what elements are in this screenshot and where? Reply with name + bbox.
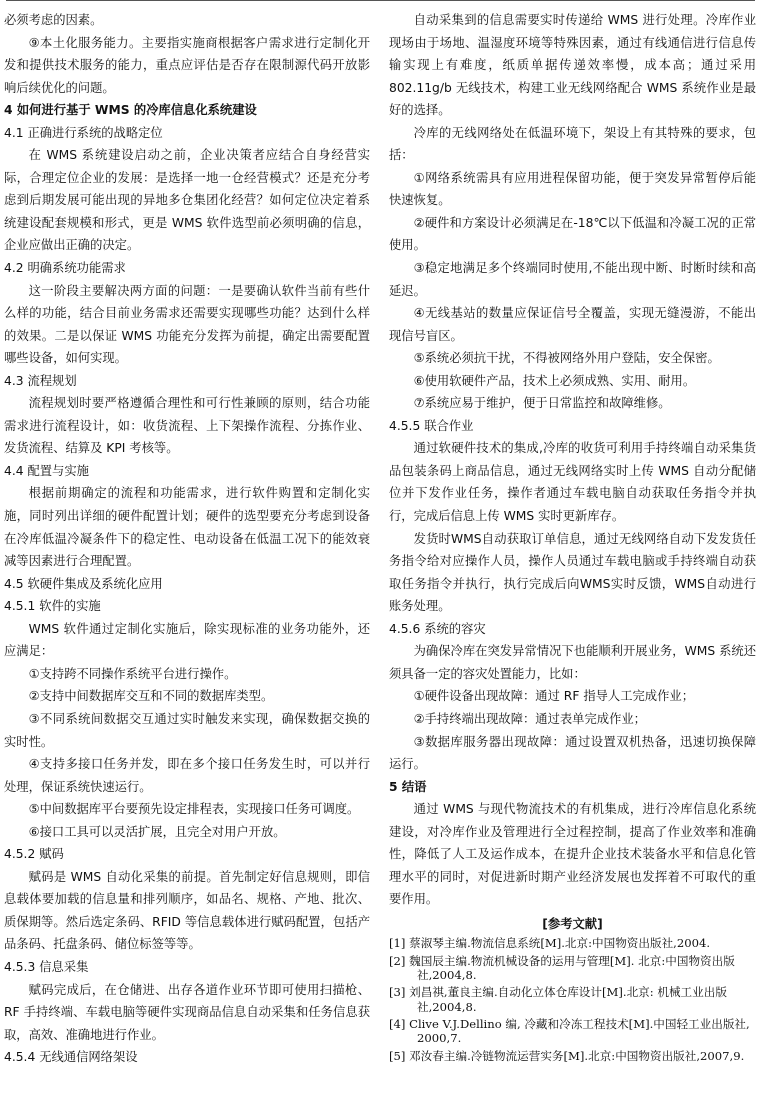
reference-item: [3] 刘昌祺,董良主编.自动化立体仓库设计[M].北京: 机械工业出版社,2004,8. bbox=[389, 985, 727, 1014]
subsubsection-heading: 4.5.1 软件的实施 bbox=[4, 599, 101, 614]
paragraph: 通过软硬件技术的集成,冷库的收货可利用手持终端自动采集货品包装条码上商品信息，通过无线网络实时上传 WMS 自动分配储位并下发作业任务，操作者通过车载电脑自动获取任务指令并执行，完成后信息上传 WMS 实时更新库存。 bbox=[389, 441, 756, 524]
subsubsection-heading: 4.5.6 系统的容灾 bbox=[389, 621, 486, 636]
list-item: ②硬件和方案设计必须满足在-18℃以下低温和冷凝工况的正常使用。 bbox=[389, 215, 756, 253]
list-item: ②支持中间数据库交互和不同的数据库类型。 bbox=[28, 689, 274, 704]
reference-item: [1] 蔡淑琴主编.物流信息系统[M].北京:中国物资出版社,2004. bbox=[389, 936, 711, 951]
left-column bbox=[4, 9, 370, 1069]
list-item: ⑦系统应易于维护，便于日常监控和故障维修。 bbox=[413, 396, 671, 411]
list-item: ②手持终端出现故障：通过表单完成作业； bbox=[413, 711, 646, 726]
reference-item: [4] Clive V.J.Dellino 编, 冷藏和冷冻工程技术[M].中国轻工业出版社, 2000,7. bbox=[389, 1016, 750, 1046]
paragraph: 根据前期确定的流程和功能需求，进行软件购置和定制化实施，同时列出详细的硬件配置计划；硬件的选型要充分考虑到设备在冷库低温冷凝条件下的稳定性、电动设备在低温工况下的能效衰减等因素进行合理配置。 bbox=[4, 486, 370, 569]
subsubsection-heading: 4.5.2 赋码 bbox=[4, 847, 64, 862]
list-item: ③稳定地满足多个终端同时使用,不能出现中断、时断时续和高延迟。 bbox=[389, 261, 756, 298]
paragraph: 发货时WMS自动获取订单信息，通过无线网络自动下发发货任务指令给对应操作人员，操作人员通过车载电脑或手持终端自动获取任务指令并执行，执行完成后向WMS实时反馈，WMS自动进行账务处理。 bbox=[389, 531, 756, 614]
list-item: ③数据库服务器出现故障：通过设置双机热备，迅速切换保障运行。 bbox=[389, 734, 756, 772]
paragraph: 这一阶段主要解决两方面的问题：一是要确认软件当前有些什么样的功能，结合目前业务需求还需要实现哪些功能？达到什么样的效果。二是以保证 WMS 功能充分发挥为前提，确定出需要配置哪些设备，如何实现。 bbox=[4, 283, 370, 366]
paragraph: WMS 软件通过定制化实施后，除实现标准的业务功能外，还应满足： bbox=[4, 621, 370, 659]
paragraph: 为确保冷库在突发异常情况下也能顺利开展业务，WMS 系统还须具备一定的容灾处置能力，比如： bbox=[389, 644, 756, 681]
list-item: ①网络系统需具有应用进程保留功能，便于突发异常暂停后能快速恢复。 bbox=[389, 170, 756, 208]
paragraph: ⑨本土化服务能力。主要指实施商根据客户需求进行定制化开发和提供技术服务的能力，重点应评估是否存在限制源代码开放影响后续优化的问题。 bbox=[4, 35, 370, 95]
subsection-heading: 4.1 正确进行系统的战略定位 bbox=[4, 125, 163, 140]
top-rule bbox=[6, 0, 755, 1]
subsection-heading: 4.3 流程规划 bbox=[4, 373, 77, 388]
references-title: [参考文献] bbox=[542, 916, 603, 931]
subsubsection-heading: 4.5.5 联合作业 bbox=[389, 418, 474, 433]
paragraph: 赋码完成后，在仓储进、出存各道作业环节即可使用扫描枪、RF 手持终端、车载电脑等硬件实现商品信息自动采集和任务信息获取，高效、准确地进行作业。 bbox=[4, 982, 370, 1042]
reference-item: [5] 邓汝春主编.冷链物流运营实务[M].北京:中国物资出版社,2007,9. bbox=[389, 1048, 745, 1063]
paragraph: 自动采集到的信息需要实时传递给 WMS 进行处理。冷库作业现场由于场地、温湿度环境等特殊因素，通过有线通信进行信息传输实现上有难度，纸质单据传递效率慢，成本高；通过采用 802.11g/b 无线技术，构建工业无线网络配合 WMS 系统作业是最好的选择。 bbox=[389, 13, 756, 118]
section-heading: 5 结语 bbox=[389, 779, 427, 794]
right-column bbox=[389, 9, 756, 1066]
reference-item: [2] 魏国辰主编.物流机械设备的运用与管理[M]. 北京:中国物资出版社,2004,8. bbox=[389, 953, 735, 983]
list-item: ①支持跨不同操作系统平台进行操作。 bbox=[28, 666, 237, 681]
subsection-heading: 4.2 明确系统功能需求 bbox=[4, 261, 126, 276]
paragraph: 流程规划时要严格遵循合理性和可行性兼顾的原则，结合功能需求进行流程设计，如：收货流程、上下架操作流程、分拣作业、发货流程、结算及 KPI 考核等。 bbox=[4, 396, 370, 456]
section-heading: 4 如何进行基于 WMS 的冷库信息化系统建设 bbox=[4, 103, 257, 118]
subsubsection-heading: 4.5.3 信息采集 bbox=[4, 959, 89, 974]
paragraph: 赋码是 WMS 自动化采集的前提。首先制定好信息规则，即信息载体要加载的信息量和排列顺序，如品名、规格、产地、批次、质保期等。然后选定条码、RFID 等信息载体进行赋码配置，包括产品条码、托盘条码、储位标签等等。 bbox=[4, 869, 370, 952]
list-item: ④无线基站的数量应保证信号全覆盖，实现无缝漫游，不能出现信号盲区。 bbox=[389, 306, 756, 343]
subsubsection-heading: 4.5.4 无线通信网络架设 bbox=[4, 1050, 138, 1065]
subsection-heading: 4.5 软硬件集成及系统化应用 bbox=[4, 576, 163, 591]
subsection-heading: 4.4 配置与实施 bbox=[4, 463, 89, 478]
list-item: ⑥使用软硬件产品，技术上必须成熟、实用、耐用。 bbox=[413, 373, 696, 388]
list-item: ①硬件设备出现故障：通过 RF 指导人工完成作业； bbox=[413, 689, 694, 704]
paragraph: 必须考虑的因素。 bbox=[4, 13, 103, 27]
paragraph: 通过 WMS 与现代物流技术的有机集成，进行冷库信息化系统建设，对冷库作业及管理进行全过程控制，提高了作业效率和准确性，降低了人工及运作成本，在提升企业技术装备水平和信息化管理水平的同时，对促进新时期产业经济发展也发挥着不可取代的重要作用。 bbox=[389, 802, 756, 907]
list-item: ⑥接口工具可以灵活扩展，且完全对用户开放。 bbox=[28, 824, 286, 839]
paragraph: 在 WMS 系统建设启动之前，企业决策者应结合自身经营实际，合理定位企业的发展：是选择一地一仓经营模式？还是充分考虑到后期发展可能出现的异地多仓集团化经营？如何定位决定着系统建设配套规模和形式，更是 WMS 软件选型前必须明确的信息，企业应做出正确的决定。 bbox=[4, 148, 370, 253]
list-item: ⑤系统必须抗干扰，不得被网络外用户登陆，安全保密。 bbox=[413, 351, 720, 366]
list-item: ③不同系统间数据交互通过实时触发来实现，确保数据交换的实时性。 bbox=[4, 711, 370, 749]
paragraph: 冷库的无线网络处在低温环境下，架设上有其特殊的要求，包括： bbox=[389, 125, 756, 163]
list-item: ⑤中间数据库平台要预先设定排程表，实现接口任务可调度。 bbox=[28, 802, 360, 817]
list-item: ④支持多接口任务并发，即在多个接口任务发生时，可以并行处理，保证系统快速运行。 bbox=[4, 757, 370, 794]
